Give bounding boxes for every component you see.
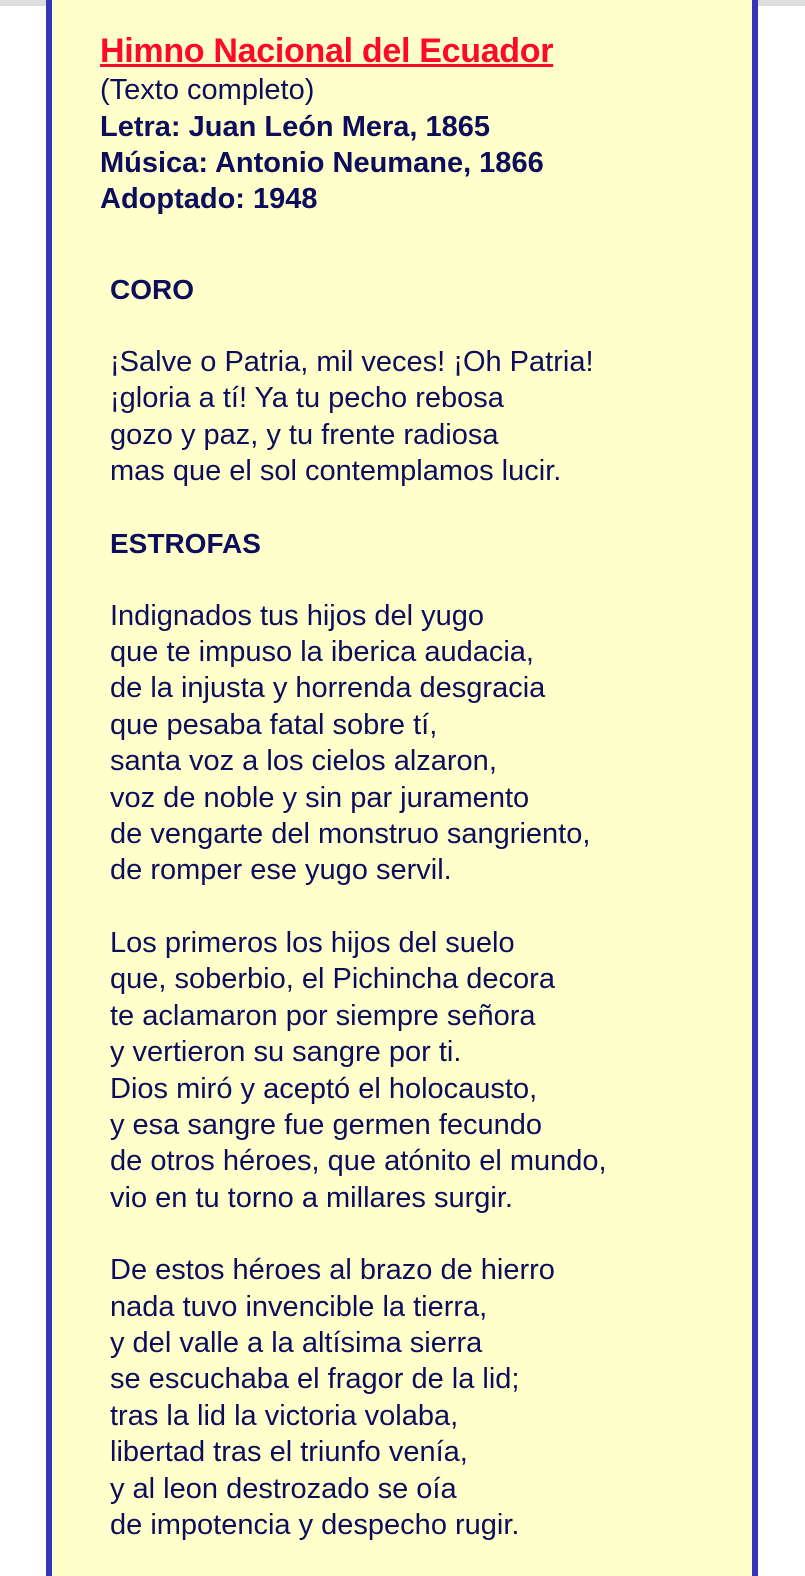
anthem-content xyxy=(100,30,720,1543)
stanza-line: y vertieron su sangre por ti. xyxy=(110,1036,462,1069)
stanza-1 xyxy=(110,598,720,889)
music-credit: Música: Antonio Neumane, 1866 xyxy=(100,147,544,179)
stanza-line: de impotencia y despecho rugir. xyxy=(110,1508,520,1541)
page-title[interactable]: Himno Nacional del Ecuador xyxy=(100,32,554,70)
coro-section xyxy=(110,272,720,1543)
stanza-line: te aclamaron por siempre señora xyxy=(110,999,536,1032)
subtitle: (Texto completo) xyxy=(100,74,315,106)
stanza-line: se escuchaba el fragor de la lid; xyxy=(110,1363,520,1396)
stanza-line: tras la lid la victoria volaba, xyxy=(110,1399,459,1432)
coro-line: mas que el sol contemplamos lucir. xyxy=(110,455,562,488)
coro-heading: CORO xyxy=(110,274,194,305)
estrofas-heading: ESTROFAS xyxy=(110,527,261,559)
stanza-line: y del valle a la altísima sierra xyxy=(110,1326,483,1359)
anthem-panel xyxy=(46,0,758,1576)
stanza-line: De estos héroes al brazo de hierro xyxy=(110,1254,555,1287)
stanza-line: Los primeros los hijos del suelo xyxy=(110,926,515,959)
lyrics-credit: Letra: Juan León Mera, 1865 xyxy=(100,111,491,143)
stanza-line: libertad tras el triunfo venía, xyxy=(110,1436,468,1469)
stanza-line: de romper ese yugo servil. xyxy=(110,854,452,887)
stanza-line: de la injusta y horrenda desgracia xyxy=(110,672,546,705)
stanza-3 xyxy=(110,1252,720,1543)
stanza-line: que pesaba fatal sobre tí, xyxy=(110,708,438,741)
coro-line: ¡Salve o Patria, mil veces! ¡Oh Patria! xyxy=(110,346,594,378)
stanza-line: y al leon destrozado se oía xyxy=(110,1472,457,1505)
stanza-line: santa voz a los cielos alzaron, xyxy=(110,745,497,778)
stanza-line: de vengarte del monstruo sangriento, xyxy=(110,818,591,851)
coro-line: ¡gloria a tí! Ya tu pecho rebosa xyxy=(110,382,504,415)
stanza-2 xyxy=(110,925,720,1216)
stanza-line: vio en tu torno a millares surgir. xyxy=(110,1181,513,1214)
stanza-line: y esa sangre fue germen fecundo xyxy=(110,1108,543,1141)
stanza-line: de otros héroes, que atónito el mundo, xyxy=(110,1145,607,1178)
stanza-line: nada tuvo invencible la tierra, xyxy=(110,1290,488,1323)
stanza-line: voz de noble y sin par juramento xyxy=(110,781,530,814)
stanza-line: que te impuso la iberica audacia, xyxy=(110,636,534,669)
stanza-line: que, soberbio, el Pichincha decora xyxy=(110,963,555,996)
adopted-year: Adoptado: 1948 xyxy=(100,183,318,215)
coro-line: gozo y paz, y tu frente radiosa xyxy=(110,418,499,451)
stanza-line: Indignados tus hijos del yugo xyxy=(110,599,485,632)
stanza-line: Dios miró y aceptó el holocausto, xyxy=(110,1072,538,1105)
